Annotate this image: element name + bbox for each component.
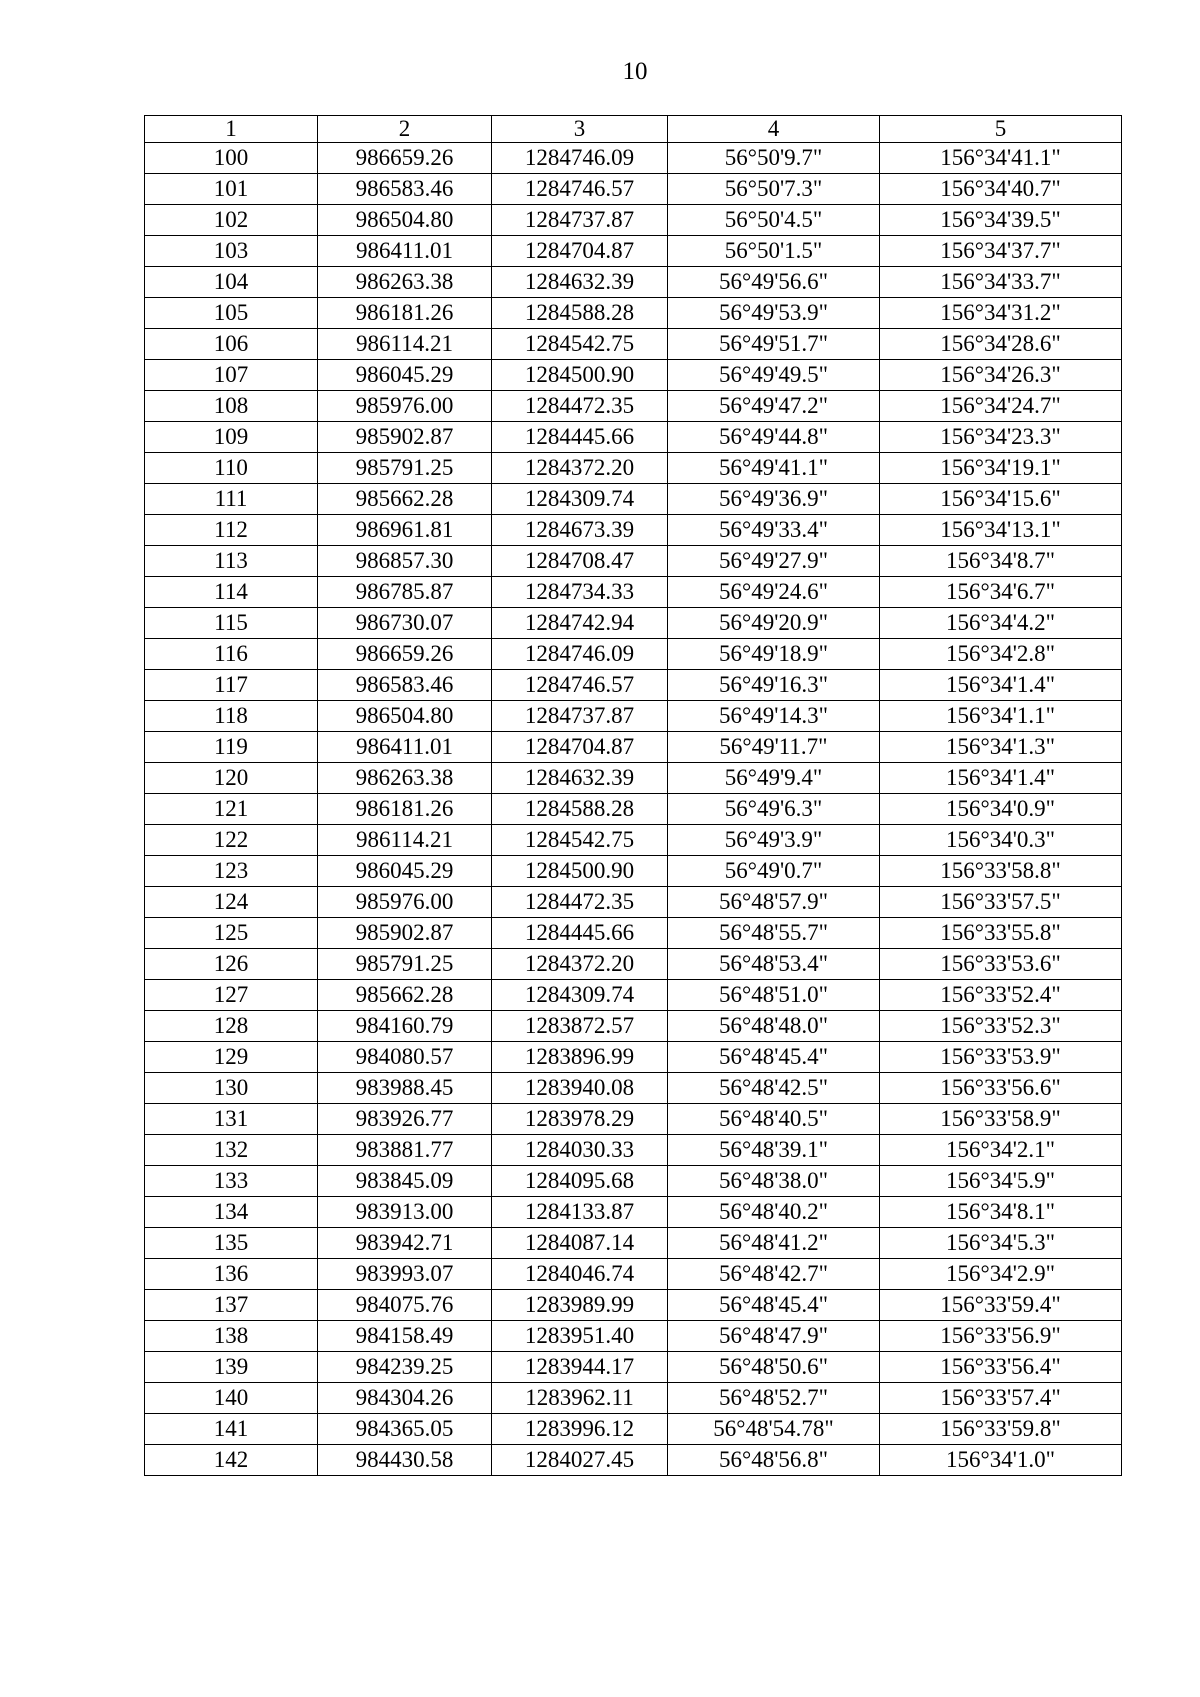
x-coordinate-cell: 985976.00 [318,391,492,422]
x-coordinate-cell: 986659.26 [318,143,492,174]
latitude-cell: 56°48'51.0" [668,980,880,1011]
latitude-cell: 56°49'6.3" [668,794,880,825]
x-coordinate-cell: 985662.28 [318,980,492,1011]
x-coordinate-cell: 983913.00 [318,1197,492,1228]
table-row [145,267,1122,298]
x-coordinate-cell: 983942.71 [318,1228,492,1259]
table-row [145,484,1122,515]
y-coordinate-cell: 1283978.29 [492,1104,668,1135]
point-number-cell: 108 [145,391,318,422]
table-row [145,298,1122,329]
point-number-cell: 104 [145,267,318,298]
latitude-cell: 56°49'27.9" [668,546,880,577]
column-header-2: 2 [318,116,492,143]
table-row [145,1414,1122,1445]
y-coordinate-cell: 1284027.45 [492,1445,668,1476]
x-coordinate-cell: 984239.25 [318,1352,492,1383]
table-row [145,329,1122,360]
point-number-cell: 128 [145,1011,318,1042]
y-coordinate-cell: 1284734.33 [492,577,668,608]
x-coordinate-cell: 986785.87 [318,577,492,608]
x-coordinate-cell: 985791.25 [318,949,492,980]
latitude-cell: 56°48'40.2" [668,1197,880,1228]
point-number-cell: 141 [145,1414,318,1445]
x-coordinate-cell: 984075.76 [318,1290,492,1321]
longitude-cell: 156°34'5.9" [880,1166,1122,1197]
page-number: 10 [622,58,648,85]
longitude-cell: 156°34'5.3" [880,1228,1122,1259]
x-coordinate-cell: 985662.28 [318,484,492,515]
latitude-cell: 56°48'53.4" [668,949,880,980]
column-header-5: 5 [880,116,1122,143]
x-coordinate-cell: 986114.21 [318,825,492,856]
latitude-cell: 56°48'52.7" [668,1383,880,1414]
table-row [145,1228,1122,1259]
y-coordinate-cell: 1284542.75 [492,825,668,856]
x-coordinate-cell: 986961.81 [318,515,492,546]
longitude-cell: 156°34'40.7" [880,174,1122,205]
latitude-cell: 56°48'42.5" [668,1073,880,1104]
table-header-row [145,116,1122,143]
longitude-cell: 156°34'1.1" [880,701,1122,732]
latitude-cell: 56°49'41.1" [668,453,880,484]
longitude-cell: 156°34'33.7" [880,267,1122,298]
y-coordinate-cell: 1284046.74 [492,1259,668,1290]
latitude-cell: 56°48'56.8" [668,1445,880,1476]
latitude-cell: 56°48'48.0" [668,1011,880,1042]
table-row [145,1135,1122,1166]
table-row [145,949,1122,980]
table-row [145,856,1122,887]
table-row [145,453,1122,484]
table-row [145,825,1122,856]
x-coordinate-cell: 986411.01 [318,732,492,763]
x-coordinate-cell: 984080.57 [318,1042,492,1073]
x-coordinate-cell: 986504.80 [318,701,492,732]
longitude-cell: 156°34'41.1" [880,143,1122,174]
point-number-cell: 103 [145,236,318,267]
latitude-cell: 56°50'4.5" [668,205,880,236]
latitude-cell: 56°49'18.9" [668,639,880,670]
table-row [145,1197,1122,1228]
table-row [145,732,1122,763]
y-coordinate-cell: 1283951.40 [492,1321,668,1352]
longitude-cell: 156°34'13.1" [880,515,1122,546]
point-number-cell: 137 [145,1290,318,1321]
longitude-cell: 156°34'2.8" [880,639,1122,670]
latitude-cell: 56°49'16.3" [668,670,880,701]
longitude-cell: 156°33'57.4" [880,1383,1122,1414]
table-row [145,1011,1122,1042]
point-number-cell: 112 [145,515,318,546]
y-coordinate-cell: 1284746.57 [492,174,668,205]
longitude-cell: 156°34'37.7" [880,236,1122,267]
longitude-cell: 156°34'19.1" [880,453,1122,484]
y-coordinate-cell: 1284673.39 [492,515,668,546]
y-coordinate-cell: 1283940.08 [492,1073,668,1104]
coordinates-table [144,115,1122,1476]
point-number-cell: 129 [145,1042,318,1073]
longitude-cell: 156°33'53.6" [880,949,1122,980]
y-coordinate-cell: 1284737.87 [492,701,668,732]
table-row [145,515,1122,546]
latitude-cell: 56°48'45.4" [668,1290,880,1321]
y-coordinate-cell: 1284445.66 [492,422,668,453]
longitude-cell: 156°34'2.1" [880,1135,1122,1166]
longitude-cell: 156°34'8.1" [880,1197,1122,1228]
point-number-cell: 135 [145,1228,318,1259]
table-row [145,1352,1122,1383]
y-coordinate-cell: 1284087.14 [492,1228,668,1259]
y-coordinate-cell: 1284632.39 [492,763,668,794]
latitude-cell: 56°49'53.9" [668,298,880,329]
latitude-cell: 56°48'38.0" [668,1166,880,1197]
y-coordinate-cell: 1284746.09 [492,639,668,670]
table-row [145,794,1122,825]
column-header-3: 3 [492,116,668,143]
latitude-cell: 56°50'1.5" [668,236,880,267]
y-coordinate-cell: 1284542.75 [492,329,668,360]
table-row [145,1290,1122,1321]
y-coordinate-cell: 1284632.39 [492,267,668,298]
y-coordinate-cell: 1284588.28 [492,794,668,825]
point-number-cell: 142 [145,1445,318,1476]
latitude-cell: 56°48'40.5" [668,1104,880,1135]
table-row [145,639,1122,670]
table-row [145,1259,1122,1290]
y-coordinate-cell: 1283962.11 [492,1383,668,1414]
y-coordinate-cell: 1284472.35 [492,391,668,422]
x-coordinate-cell: 984430.58 [318,1445,492,1476]
latitude-cell: 56°48'50.6" [668,1352,880,1383]
latitude-cell: 56°49'0.7" [668,856,880,887]
point-number-cell: 134 [145,1197,318,1228]
point-number-cell: 122 [145,825,318,856]
latitude-cell: 56°50'9.7" [668,143,880,174]
point-number-cell: 111 [145,484,318,515]
longitude-cell: 156°33'59.4" [880,1290,1122,1321]
longitude-cell: 156°33'57.5" [880,887,1122,918]
column-header-1: 1 [145,116,318,143]
x-coordinate-cell: 984365.05 [318,1414,492,1445]
table-row [145,608,1122,639]
longitude-cell: 156°33'56.4" [880,1352,1122,1383]
y-coordinate-cell: 1284133.87 [492,1197,668,1228]
table-row [145,763,1122,794]
point-number-cell: 139 [145,1352,318,1383]
x-coordinate-cell: 986730.07 [318,608,492,639]
table-row [145,577,1122,608]
table-row [145,980,1122,1011]
longitude-cell: 156°34'8.7" [880,546,1122,577]
table-row [145,360,1122,391]
latitude-cell: 56°49'36.9" [668,484,880,515]
point-number-cell: 121 [145,794,318,825]
x-coordinate-cell: 986114.21 [318,329,492,360]
longitude-cell: 156°34'1.4" [880,670,1122,701]
latitude-cell: 56°49'24.6" [668,577,880,608]
longitude-cell: 156°33'52.3" [880,1011,1122,1042]
y-coordinate-cell: 1284500.90 [492,360,668,391]
x-coordinate-cell: 984304.26 [318,1383,492,1414]
y-coordinate-cell: 1283944.17 [492,1352,668,1383]
table-row [145,701,1122,732]
x-coordinate-cell: 986045.29 [318,360,492,391]
longitude-cell: 156°33'56.9" [880,1321,1122,1352]
point-number-cell: 102 [145,205,318,236]
point-number-cell: 119 [145,732,318,763]
y-coordinate-cell: 1284472.35 [492,887,668,918]
longitude-cell: 156°34'1.4" [880,763,1122,794]
latitude-cell: 56°49'51.7" [668,329,880,360]
longitude-cell: 156°33'53.9" [880,1042,1122,1073]
y-coordinate-cell: 1284708.47 [492,546,668,577]
y-coordinate-cell: 1284704.87 [492,732,668,763]
point-number-cell: 133 [145,1166,318,1197]
table-row [145,236,1122,267]
point-number-cell: 123 [145,856,318,887]
x-coordinate-cell: 986504.80 [318,205,492,236]
latitude-cell: 56°49'47.2" [668,391,880,422]
y-coordinate-cell: 1284704.87 [492,236,668,267]
point-number-cell: 130 [145,1073,318,1104]
table-row [145,670,1122,701]
point-number-cell: 126 [145,949,318,980]
x-coordinate-cell: 986659.26 [318,639,492,670]
point-number-cell: 100 [145,143,318,174]
x-coordinate-cell: 985791.25 [318,453,492,484]
latitude-cell: 56°49'33.4" [668,515,880,546]
table-row [145,1166,1122,1197]
table-row [145,391,1122,422]
table-row [145,422,1122,453]
x-coordinate-cell: 983881.77 [318,1135,492,1166]
longitude-cell: 156°34'23.3" [880,422,1122,453]
x-coordinate-cell: 986181.26 [318,298,492,329]
point-number-cell: 132 [145,1135,318,1166]
latitude-cell: 56°48'39.1" [668,1135,880,1166]
y-coordinate-cell: 1284309.74 [492,980,668,1011]
y-coordinate-cell: 1284500.90 [492,856,668,887]
latitude-cell: 56°48'45.4" [668,1042,880,1073]
y-coordinate-cell: 1284742.94 [492,608,668,639]
column-header-4: 4 [668,116,880,143]
table-row [145,887,1122,918]
longitude-cell: 156°34'31.2" [880,298,1122,329]
coordinates-table-body [145,116,1122,1476]
x-coordinate-cell: 985976.00 [318,887,492,918]
x-coordinate-cell: 986411.01 [318,236,492,267]
x-coordinate-cell: 986583.46 [318,670,492,701]
longitude-cell: 156°34'1.3" [880,732,1122,763]
point-number-cell: 105 [145,298,318,329]
table-row [145,205,1122,236]
point-number-cell: 107 [145,360,318,391]
x-coordinate-cell: 984160.79 [318,1011,492,1042]
longitude-cell: 156°34'39.5" [880,205,1122,236]
longitude-cell: 156°34'4.2" [880,608,1122,639]
y-coordinate-cell: 1284737.87 [492,205,668,236]
longitude-cell: 156°34'28.6" [880,329,1122,360]
point-number-cell: 113 [145,546,318,577]
latitude-cell: 56°48'57.9" [668,887,880,918]
longitude-cell: 156°33'58.9" [880,1104,1122,1135]
x-coordinate-cell: 984158.49 [318,1321,492,1352]
point-number-cell: 127 [145,980,318,1011]
longitude-cell: 156°33'56.6" [880,1073,1122,1104]
longitude-cell: 156°34'0.9" [880,794,1122,825]
table-row [145,1073,1122,1104]
point-number-cell: 140 [145,1383,318,1414]
latitude-cell: 56°50'7.3" [668,174,880,205]
latitude-cell: 56°49'14.3" [668,701,880,732]
x-coordinate-cell: 986857.30 [318,546,492,577]
y-coordinate-cell: 1284309.74 [492,484,668,515]
latitude-cell: 56°49'3.9" [668,825,880,856]
point-number-cell: 110 [145,453,318,484]
table-row [145,174,1122,205]
longitude-cell: 156°34'26.3" [880,360,1122,391]
table-row [145,1445,1122,1476]
x-coordinate-cell: 986263.38 [318,763,492,794]
latitude-cell: 56°49'44.8" [668,422,880,453]
point-number-cell: 118 [145,701,318,732]
table-row [145,546,1122,577]
y-coordinate-cell: 1284372.20 [492,949,668,980]
point-number-cell: 120 [145,763,318,794]
longitude-cell: 156°34'6.7" [880,577,1122,608]
latitude-cell: 56°49'20.9" [668,608,880,639]
latitude-cell: 56°49'56.6" [668,267,880,298]
latitude-cell: 56°49'49.5" [668,360,880,391]
point-number-cell: 131 [145,1104,318,1135]
x-coordinate-cell: 985902.87 [318,422,492,453]
latitude-cell: 56°48'47.9" [668,1321,880,1352]
point-number-cell: 116 [145,639,318,670]
x-coordinate-cell: 986263.38 [318,267,492,298]
longitude-cell: 156°34'2.9" [880,1259,1122,1290]
latitude-cell: 56°48'54.78" [668,1414,880,1445]
latitude-cell: 56°48'41.2" [668,1228,880,1259]
table-row [145,1104,1122,1135]
x-coordinate-cell: 983993.07 [318,1259,492,1290]
y-coordinate-cell: 1283896.99 [492,1042,668,1073]
y-coordinate-cell: 1284746.57 [492,670,668,701]
point-number-cell: 136 [145,1259,318,1290]
y-coordinate-cell: 1283989.99 [492,1290,668,1321]
y-coordinate-cell: 1284746.09 [492,143,668,174]
point-number-cell: 124 [145,887,318,918]
y-coordinate-cell: 1283996.12 [492,1414,668,1445]
table-row [145,918,1122,949]
longitude-cell: 156°33'59.8" [880,1414,1122,1445]
longitude-cell: 156°33'58.8" [880,856,1122,887]
x-coordinate-cell: 985902.87 [318,918,492,949]
x-coordinate-cell: 983845.09 [318,1166,492,1197]
table-row [145,143,1122,174]
y-coordinate-cell: 1284445.66 [492,918,668,949]
x-coordinate-cell: 986045.29 [318,856,492,887]
y-coordinate-cell: 1283872.57 [492,1011,668,1042]
table-row [145,1042,1122,1073]
x-coordinate-cell: 986181.26 [318,794,492,825]
longitude-cell: 156°34'1.0" [880,1445,1122,1476]
latitude-cell: 56°48'42.7" [668,1259,880,1290]
latitude-cell: 56°49'11.7" [668,732,880,763]
longitude-cell: 156°34'24.7" [880,391,1122,422]
longitude-cell: 156°33'52.4" [880,980,1122,1011]
point-number-cell: 125 [145,918,318,949]
point-number-cell: 106 [145,329,318,360]
latitude-cell: 56°49'9.4" [668,763,880,794]
point-number-cell: 117 [145,670,318,701]
table-row [145,1321,1122,1352]
longitude-cell: 156°33'55.8" [880,918,1122,949]
point-number-cell: 138 [145,1321,318,1352]
point-number-cell: 101 [145,174,318,205]
point-number-cell: 115 [145,608,318,639]
x-coordinate-cell: 983988.45 [318,1073,492,1104]
x-coordinate-cell: 986583.46 [318,174,492,205]
point-number-cell: 114 [145,577,318,608]
y-coordinate-cell: 1284588.28 [492,298,668,329]
longitude-cell: 156°34'0.3" [880,825,1122,856]
point-number-cell: 109 [145,422,318,453]
longitude-cell: 156°34'15.6" [880,484,1122,515]
y-coordinate-cell: 1284095.68 [492,1166,668,1197]
table-row [145,1383,1122,1414]
x-coordinate-cell: 983926.77 [318,1104,492,1135]
y-coordinate-cell: 1284030.33 [492,1135,668,1166]
latitude-cell: 56°48'55.7" [668,918,880,949]
y-coordinate-cell: 1284372.20 [492,453,668,484]
